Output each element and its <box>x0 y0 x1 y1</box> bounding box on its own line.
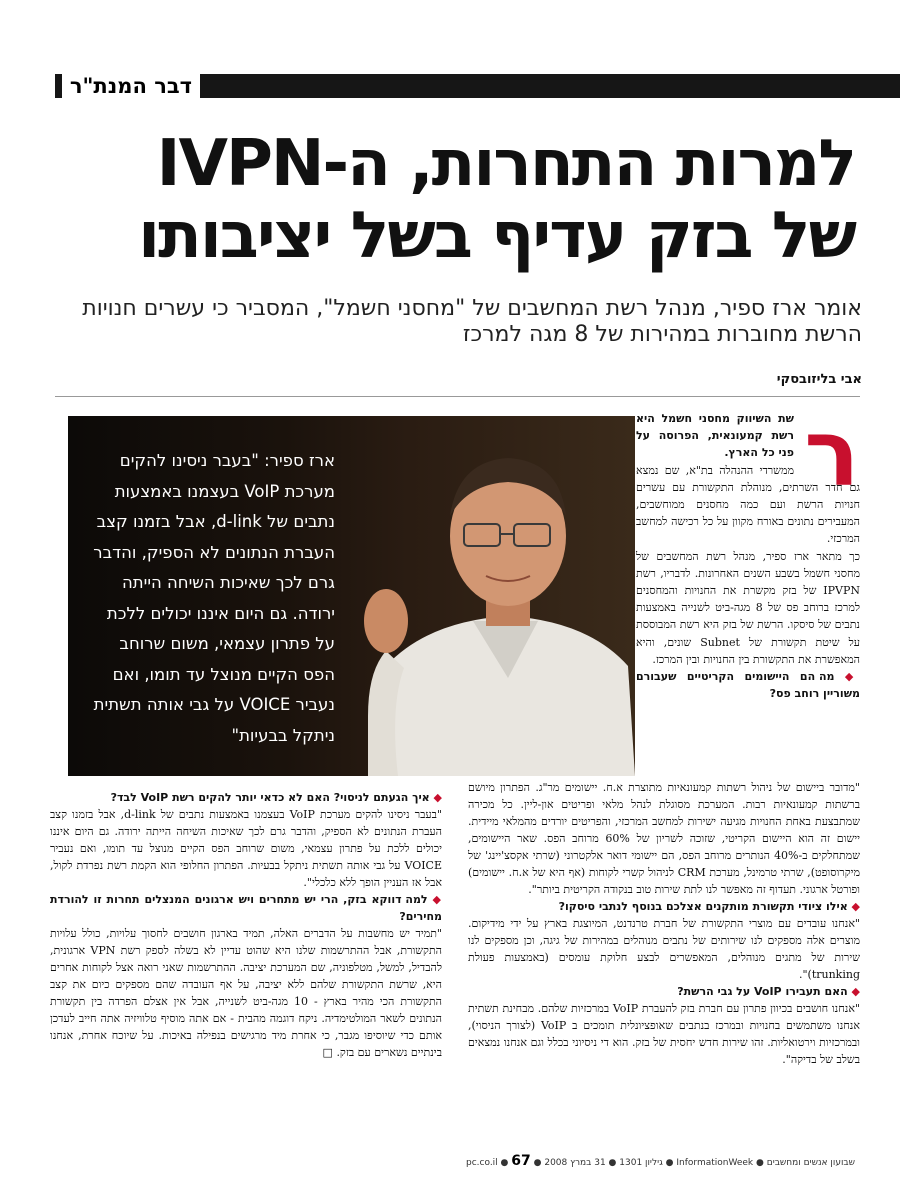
end-mark-icon: □ <box>322 1046 333 1059</box>
interview-answer: "אנחנו חושבים בכיוון פתרון עם חברת בזק להעברת VoIP במרכזיות שלהם. מבחינת תשתית אנחנו משתמשים בחנויות ובמרכז בנתבים שאופציונלית תומכים ב VoIP (לצורך הניסוי), ובמרכזיות וירטואליות. זהו שירות חדש יחסית של בזק. הוא די ניסיוני בכלל וגם אנחנו נמצאים בשלב של בדיקה". <box>468 1002 861 1066</box>
interview-question: איך הגעתם לניסוי? האם לא כדאי יותר להקים רשת VoIP לבד? <box>110 791 430 804</box>
body-paragraph: ממשרדי ההנהלה בת"א, שם נמצא גם חדר השרתים, מנוהלת התקשורת עם עשרים חנויות הרשת ועם כמה מחסנים ממוחשבים, המעבירים נתונים באורח מקוון על כל רכישה למחשב המרכזי. <box>636 463 860 546</box>
footer-text: שבועון אנשים ומחשבים ● InformationWeek ● גיליון 1301 ● 31 במרץ 2008 ● pc.co.il ● <box>466 1158 855 1168</box>
interview-answer: "מדובר ביישום של ניהול רשתות קמעונאיות מתוצרת א.ח. יישומים מר"ג. הפתרון מיושם ברשתות קמעונאיות רבות. המערכת מסוגלת לנהל מלאי ופריטים און-ליין. כל מכירה שמתבצעת באחת החנויות מגיעה ישירות למחשב המרכזי, והפריטים יורדים מהמלאי מיידית. יישום זה הוא היישום הקריטי, שזוכה לשריון של 60% מרוחב הפס. שאר היישומים, שמתחלקים ב-40% הנותרים מרוחב הפס, הם יישומי דואר אלקטרוני (שרתי אקסצ'יינג' של מיקרוסופט), שרתי טרמינל, מערכת CRM לניהול קשרי לקוחות (אף היא של א.ח. יישומים) ופורטל ארגוני. תעדוף זה מאפשר לנו לתת שירות טוב בנקודה הקריטית ביותר". <box>468 781 860 896</box>
page-number: 67 <box>511 1153 531 1169</box>
interview-question: אילו ציודי תקשורת מותקנים אצלכם בנוסף לנתבי סיסקו? <box>558 900 848 913</box>
divider <box>55 396 860 397</box>
interview-question: למה דווקא בזק, הרי יש מתחרים ויש ארגונים המנצלים תחרות זו להורדת מחירים? <box>50 893 442 923</box>
interview-question: האם תעבירו VoIP על גבי הרשת? <box>677 985 848 998</box>
drop-cap: ר <box>804 400 860 507</box>
interview-answer: "אנחנו עובדים עם מוצרי התקשורת של חברת טרנדנט, המיוצגת בארץ על ידי מידיקום. מוצרים אלה מספקים לנו שירותים של נתבים מנוהלים במהירות של גיגה, וכן מספקים לנו שירות של מתגים מנוהלים, המאפשרים לבצע חלוקת עומסים (באמצעות פעולת trunking)". <box>468 917 860 981</box>
body-paragraph: כך מתאר ארז ספיר, מנהל רשת המחשבים של מחסני חשמל בשבע השנים האחרונות. לדבריו, רשת IPVPN של בזק מקשרת את החנויות והמחסנים למרכז ברוחב פס של 8 מגה-ביט לשנייה באמצעות נתבים של סיסקו. הרשת של בזק היא רשת המבוססת על שיטת תקשורת של Subnet שונים, והיא המאפשרת את התקשורת בין החנויות ובין המרכז. <box>636 549 861 666</box>
lead-paragraph: שת השיווק מחסני חשמל היא רשת קמעונאית, הפרוסה על פני כל הארץ. <box>636 412 794 460</box>
diamond-bullet-icon: ◆ <box>847 900 860 913</box>
portrait-photo <box>68 416 635 776</box>
interview-question: מה הם היישומים הקריטיים שעבורם משוריין רוחב פס? <box>636 670 860 701</box>
interview-answer: "תמיד יש מחשבות על הדברים האלה, תמיד בארגון חושבים לחסוך עלויות, כולל עלויות התקשורת, אבל ההתרשמות שלנו היא שהוט עדיין לא בשלה לספק רשת VPN ארגונית, להבדיל, למשל, מטלפוניה, שם המערכת יציבה. ההתרשמות שאני רואה אצל לקוחות אחרים היא, שרשת התקשורת שלהם ללא יציבה, על אף העובדה שהם מספקים כיום את קצב התקשורת הכי מהיר בארץ - 10 מגה-ביט לשנייה, אבל אין אצלם הפרדה בין תקשורת הנתונים לשאר המולטימדיה. ניקח דוגמה מהבית - אם אתה מוסיף טלוויזיה אתה חייב לעדכן אותם כדי שיוסיפו מגבר, כי אחרת מיד מרגישים בנפילה באיכות. על שיוכח אחרת, אנחנו בינתיים נשארים עם בזק. <box>50 927 442 1059</box>
article-column-left <box>50 789 442 1061</box>
drop-cap-spacer <box>794 410 860 478</box>
diamond-bullet-icon: ◆ <box>429 791 442 804</box>
article-subheadline: אומר ארז ספיר, מנהל רשת המחשבים של "מחסני חשמל", המסביר כי עשרים חנויות הרשת מחוברות במהירות של 8 מגה למרכז <box>82 296 862 347</box>
article-column-right <box>468 779 860 1068</box>
article-byline: אבי בליזובסקי <box>776 372 862 387</box>
page-footer <box>55 1153 855 1169</box>
diamond-bullet-icon: ◆ <box>427 893 442 906</box>
article-headline: למרות התחרות, ה-IVPN של בזק עדיף בשל יציבותו <box>138 127 855 273</box>
interview-answer: "בעבר ניסינו להקים מערכת VoIP בעצמנו באמצעות נתבים של d-link, אבל בזמנו קצב העברת הנתונים לא הספיק, והדבר גרם לכך שאיכות השיחה הייתה ירודה. גם היום איננו יכולים ללכת על פתרון עצמאי, משום שרוחב הפס הקיים מנוצל עד תומו, ואם נעביר VOICE על גבי אותה תשתית ניתקל בבעיות. הפתרון החלופי הוא הקמת רשת נפרדת לקול, אבל אז העניין הופך ללא כלכלי". <box>50 808 443 889</box>
diamond-bullet-icon: ◆ <box>834 670 860 684</box>
diamond-bullet-icon: ◆ <box>847 985 860 998</box>
article-column-intro <box>636 400 861 702</box>
photo-pull-quote: ארז ספיר: "בעבר ניסינו להקים מערכת VoIP בעצמנו באמצעות נתבים של d-link, אבל בזמנו קצב העברת הנתונים לא הספיק, והדבר גרם לכך שאיכות השיחה הייתה ירודה. גם היום איננו יכולים ללכת על פתרון עצמאי, משום שרוחב הפס הקיים מנוצל עד תומו, ואם נעביר VOICE על גבי אותה תשתית ניתקל בבעיות" <box>93 451 335 745</box>
section-label: דבר המנת"ר <box>62 74 200 98</box>
